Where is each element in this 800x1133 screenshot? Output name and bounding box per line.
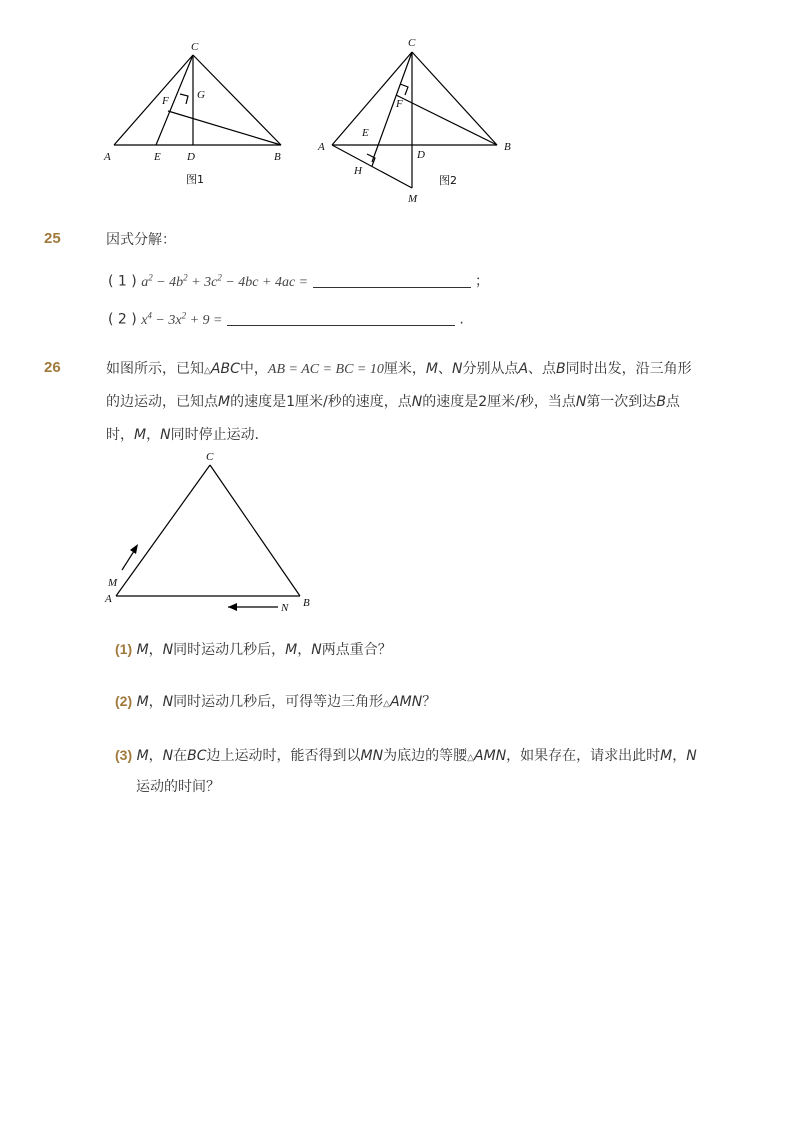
q26-sub-1: (1) M，N同时运动几秒后，M，N两点重合？ bbox=[115, 641, 392, 658]
question-26-line-3: 时，M，N同时停止运动． bbox=[106, 427, 269, 443]
q25-p2-tail: . bbox=[459, 311, 464, 328]
question-25-part-1: ( 1 ) $a^2 - 4b^2 + 3c^2 - 4bc + 4ac$ = ； bbox=[108, 272, 490, 290]
fig1-label-f: F bbox=[162, 95, 169, 107]
fig1-label-c: C bbox=[191, 41, 199, 53]
fig2-label-a: A bbox=[318, 141, 325, 153]
fig26-label-n: N bbox=[281, 602, 289, 614]
q25-p1-prefix: ( 1 ) bbox=[108, 273, 137, 290]
q25-p2-answer-blank bbox=[227, 311, 455, 326]
figure-2 bbox=[312, 32, 522, 208]
q26-sub-2: (2) M，N同时运动几秒后，可得等边三角形△AMN？ bbox=[115, 693, 437, 710]
fig1-label-g: G bbox=[197, 89, 205, 101]
fig1-caption: 图1 bbox=[186, 173, 204, 186]
question-25-number: 25 bbox=[44, 230, 61, 247]
question-26-line-2: 的边运动，已知点M的速度是1厘米/秒的速度，点N的速度是2厘米/秒，当点N第一次到达B点 bbox=[106, 394, 680, 410]
question-25-title: 因式分解： bbox=[106, 232, 176, 248]
fig1-label-e: E bbox=[154, 151, 161, 163]
question-26-line-1: 如图所示，已知△ABC中，AB = AC = BC = 10厘米，M、N分别从点A、点B同时出发，沿三角形 bbox=[106, 361, 692, 377]
q25-p1-tail: ； bbox=[475, 273, 490, 290]
q26-sub-3-line-2: 运动的时间？ bbox=[136, 779, 220, 795]
fig26-label-b: B bbox=[303, 597, 310, 609]
figure-1 bbox=[100, 36, 300, 191]
fig26-label-c: C bbox=[206, 451, 214, 463]
q25-p2-prefix: ( 2 ) bbox=[108, 311, 137, 328]
fig2-caption: 图2 bbox=[439, 174, 457, 187]
fig2-label-m: M bbox=[408, 193, 418, 205]
figure-26 bbox=[100, 446, 330, 616]
question-25-part-2: ( 2 ) $x^4 - 3x^2 + 9$ = . bbox=[108, 310, 464, 328]
fig26-label-a: A bbox=[105, 593, 112, 605]
q25-p1-answer-blank bbox=[313, 273, 471, 288]
fig2-label-b: B bbox=[504, 141, 511, 153]
fig2-label-e: E bbox=[362, 127, 369, 139]
fig2-label-h: H bbox=[354, 165, 362, 177]
fig26-label-m: M bbox=[108, 577, 118, 589]
fig1-label-d: D bbox=[187, 151, 195, 163]
fig1-label-a: A bbox=[104, 151, 111, 163]
fig2-label-c: C bbox=[408, 37, 416, 49]
fig1-label-b: B bbox=[274, 151, 281, 163]
question-26-number: 26 bbox=[44, 359, 61, 376]
q26-sub-3: (3) M，N在BC边上运动时，能否得到以MN为底边的等腰△AMN，如果存在，请求出此时M，N bbox=[115, 747, 697, 764]
fig2-label-d: D bbox=[417, 149, 425, 161]
fig2-label-f: F bbox=[396, 98, 403, 110]
